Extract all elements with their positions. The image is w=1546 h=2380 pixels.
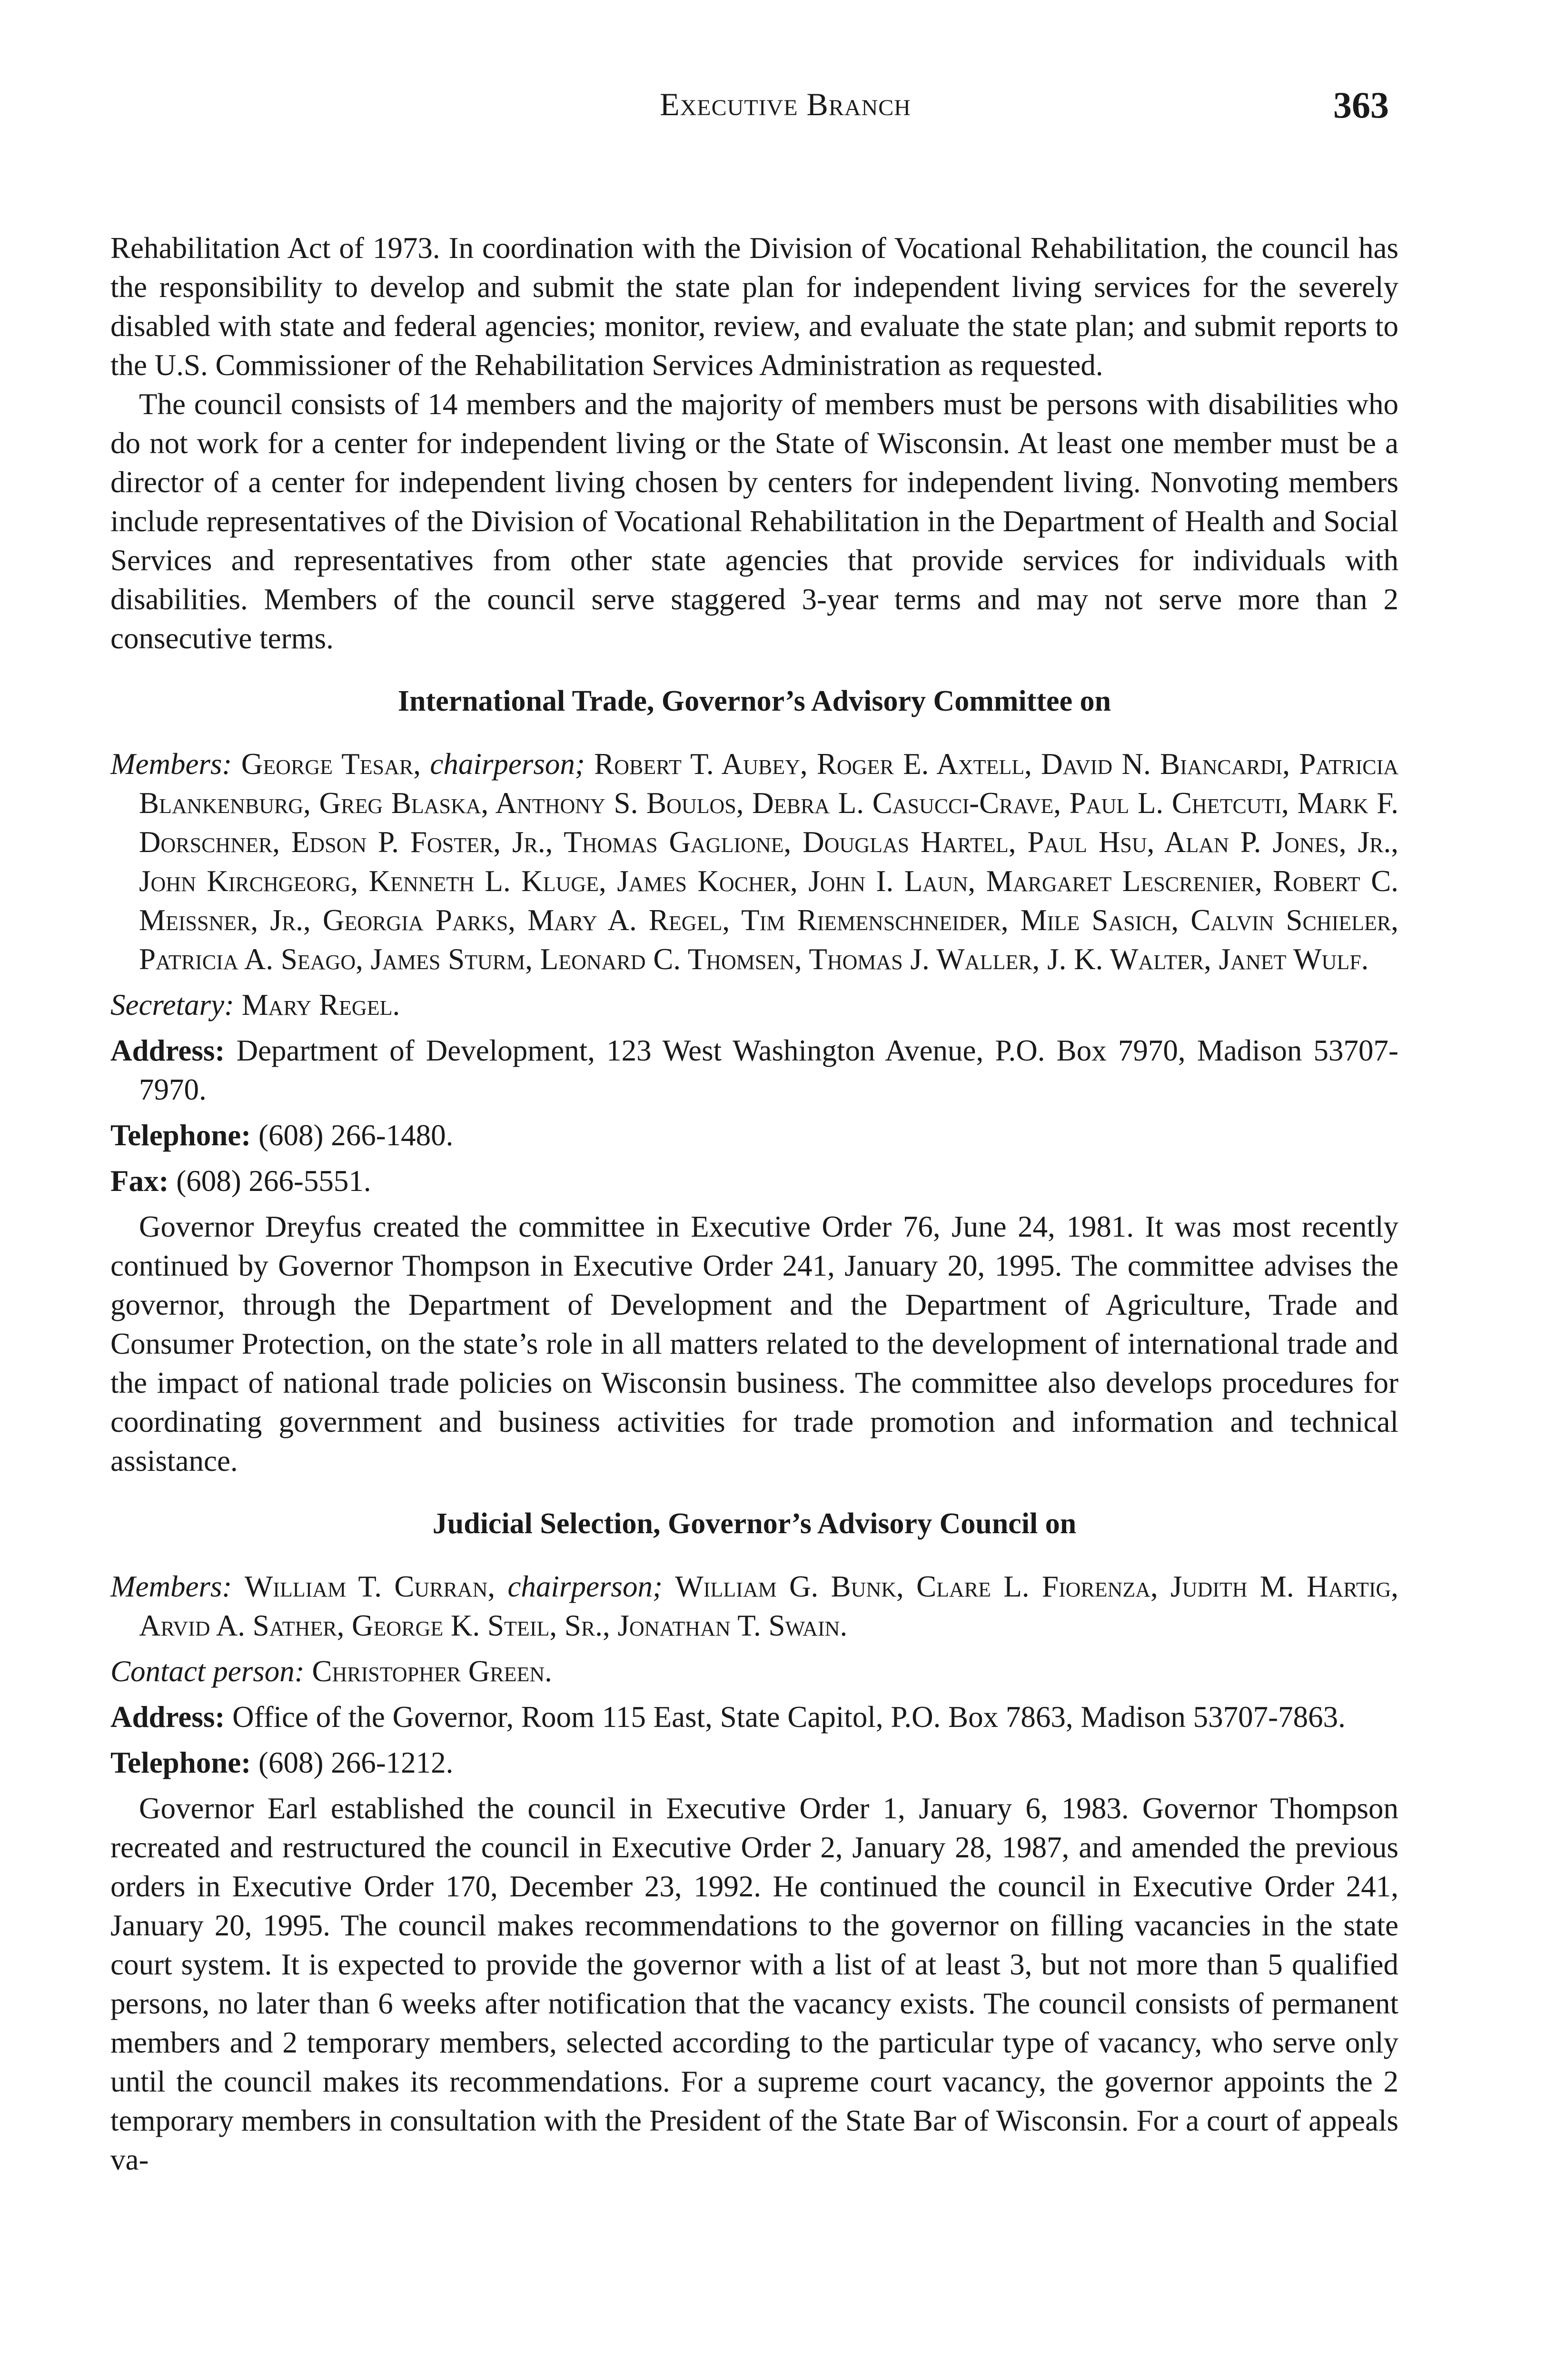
telephone-label: Telephone: xyxy=(110,1119,251,1152)
chairperson-name: George Tesar, xyxy=(241,747,421,781)
judicial-members xyxy=(110,1567,1398,1645)
secretary-name: Mary Regel. xyxy=(241,988,400,1021)
address-value: Department of Development, 123 West Washington Avenue, P.O. Box 7970, Madison 53707-7970. xyxy=(139,1034,1399,1106)
address-label: Address: xyxy=(110,1034,225,1067)
chairperson-name: William T. Curran, xyxy=(244,1570,496,1603)
fax-label: Fax: xyxy=(110,1164,169,1198)
telephone-value: (608) 266-1212. xyxy=(258,1746,454,1779)
chairperson-role: chairperson; xyxy=(507,1570,663,1603)
fax-value: (608) 266-5551. xyxy=(176,1164,371,1198)
address-value: Office of the Governor, Room 115 East, State Capitol, P.O. Box 7863, Madison 53707-7863. xyxy=(232,1700,1346,1734)
trade-telephone xyxy=(110,1116,1398,1155)
address-label: Address: xyxy=(110,1700,225,1734)
page-content xyxy=(110,228,1398,2179)
intro-paragraph-1: Rehabilitation Act of 1973. In coordination with the Division of Vocational Rehabilitation, the council has the responsibility to develop and submit the state plan for independent living services for the severely disabled with state and federal agencies; monitor, review, and evaluate the state plan; and submit reports to the U.S. Commissioner of the Rehabilitation Services Administration as requested. xyxy=(110,231,1398,382)
members-list: Robert T. Aubey, Roger E. Axtell, David N. Biancardi, Patricia Blankenburg, Greg Blaska, Anthony S. Boulos, Debra L. Casucci-Crave, Paul L. Chetcuti, Mark F. Dorschner, Edson P. Foster, Jr., Thomas Gaglione, Douglas Hartel, Paul Hsu, Alan P. Jones, Jr., John Kirchgeorg, Kenneth L. Kluge, James Kocher, John I. Laun, Margaret Lescrenier, Robert C. Meissner, Jr., Georgia Parks, Mary A. Regel, Tim Riemenschneider, Mile Sasich, Calvin Schieler, Patricia A. Seago, James Sturm, Leonard C. Thomsen, Thomas J. Waller, J. K. Walter, Janet Wulf. xyxy=(139,747,1399,976)
members-list: William G. Bunk, Clare L. Fiorenza, Judith M. Hartig, Arvid A. Sather, George K. Steil, Sr., Jonathan T. Swain. xyxy=(139,1570,1399,1642)
members-label: Members: xyxy=(110,747,232,781)
trade-address xyxy=(110,1031,1398,1109)
contact-name: Christopher Green. xyxy=(312,1655,552,1688)
telephone-value: (608) 266-1480. xyxy=(258,1119,454,1152)
judicial-description: Governor Earl established the council in Executive Order 1, January 6, 1983. Governor Thompson recreated and restructured the council in Executive Order 2, January 28, 1987, and amended the previous orders in Executive Order 170, December 23, 1992. He continued the council in Executive Order 241, January 20, 1995. The council makes recommendations to the governor on filling vacancies in the state court system. It is expected to provide the governor with a list of at least 3, but not more than 5 qualified persons, no later than 6 weeks after notification that the vacancy exists. The council consists of permanent members and 2 temporary members, selected according to the particular type of vacancy, who serve only until the council makes its recommendations. For a supreme court vacancy, the governor appoints the 2 temporary members in consultation with the President of the State Bar of Wisconsin. For a court of appeals va- xyxy=(110,1792,1398,2176)
trade-description: Governor Dreyfus created the committee in Executive Order 76, June 24, 1981. It was most recently continued by Governor Thompson in Executive Order 241, January 20, 1995. The committee advises the governor, through the Department of Development and the Department of Agriculture, Trade and Consumer Protection, on the state’s role in all matters related to the development of international trade and the impact of national trade policies on Wisconsin business. The committee also develops procedures for coordinating government and business activities for trade promotion and information and technical assistance. xyxy=(110,1210,1398,1478)
section-heading-judicial-selection: Judicial Selection, Governor’s Advisory Council on xyxy=(432,1507,1077,1540)
page-number: 363 xyxy=(1333,84,1389,126)
members-label: Members: xyxy=(110,1570,232,1603)
section-heading-international-trade: International Trade, Governor’s Advisory Committee on xyxy=(397,685,1111,717)
judicial-contact xyxy=(110,1652,1398,1691)
trade-fax xyxy=(110,1161,1398,1200)
judicial-address xyxy=(110,1697,1398,1736)
telephone-label: Telephone: xyxy=(110,1746,251,1779)
secretary-label: Secretary: xyxy=(110,988,235,1021)
trade-members xyxy=(110,744,1398,979)
intro-paragraph-2: The council consists of 14 members and the majority of members must be persons with disabilities who do not work for a center for independent living or the State of Wisconsin. At least one member must be a director of a center for independent living chosen by centers for independent living. Nonvoting members include representatives of the Division of Vocational Rehabilitation in the Department of Health and Social Services and representatives from other state agencies that provide services for individuals with disabilities. Members of the council serve staggered 3-year terms and may not serve more than 2 consecutive terms. xyxy=(110,387,1398,655)
judicial-telephone xyxy=(110,1743,1398,1782)
chairperson-role: chairperson; xyxy=(430,747,585,781)
running-head: Executive Branch xyxy=(660,86,911,122)
trade-secretary xyxy=(110,985,1398,1024)
contact-label: Contact person: xyxy=(110,1655,305,1688)
